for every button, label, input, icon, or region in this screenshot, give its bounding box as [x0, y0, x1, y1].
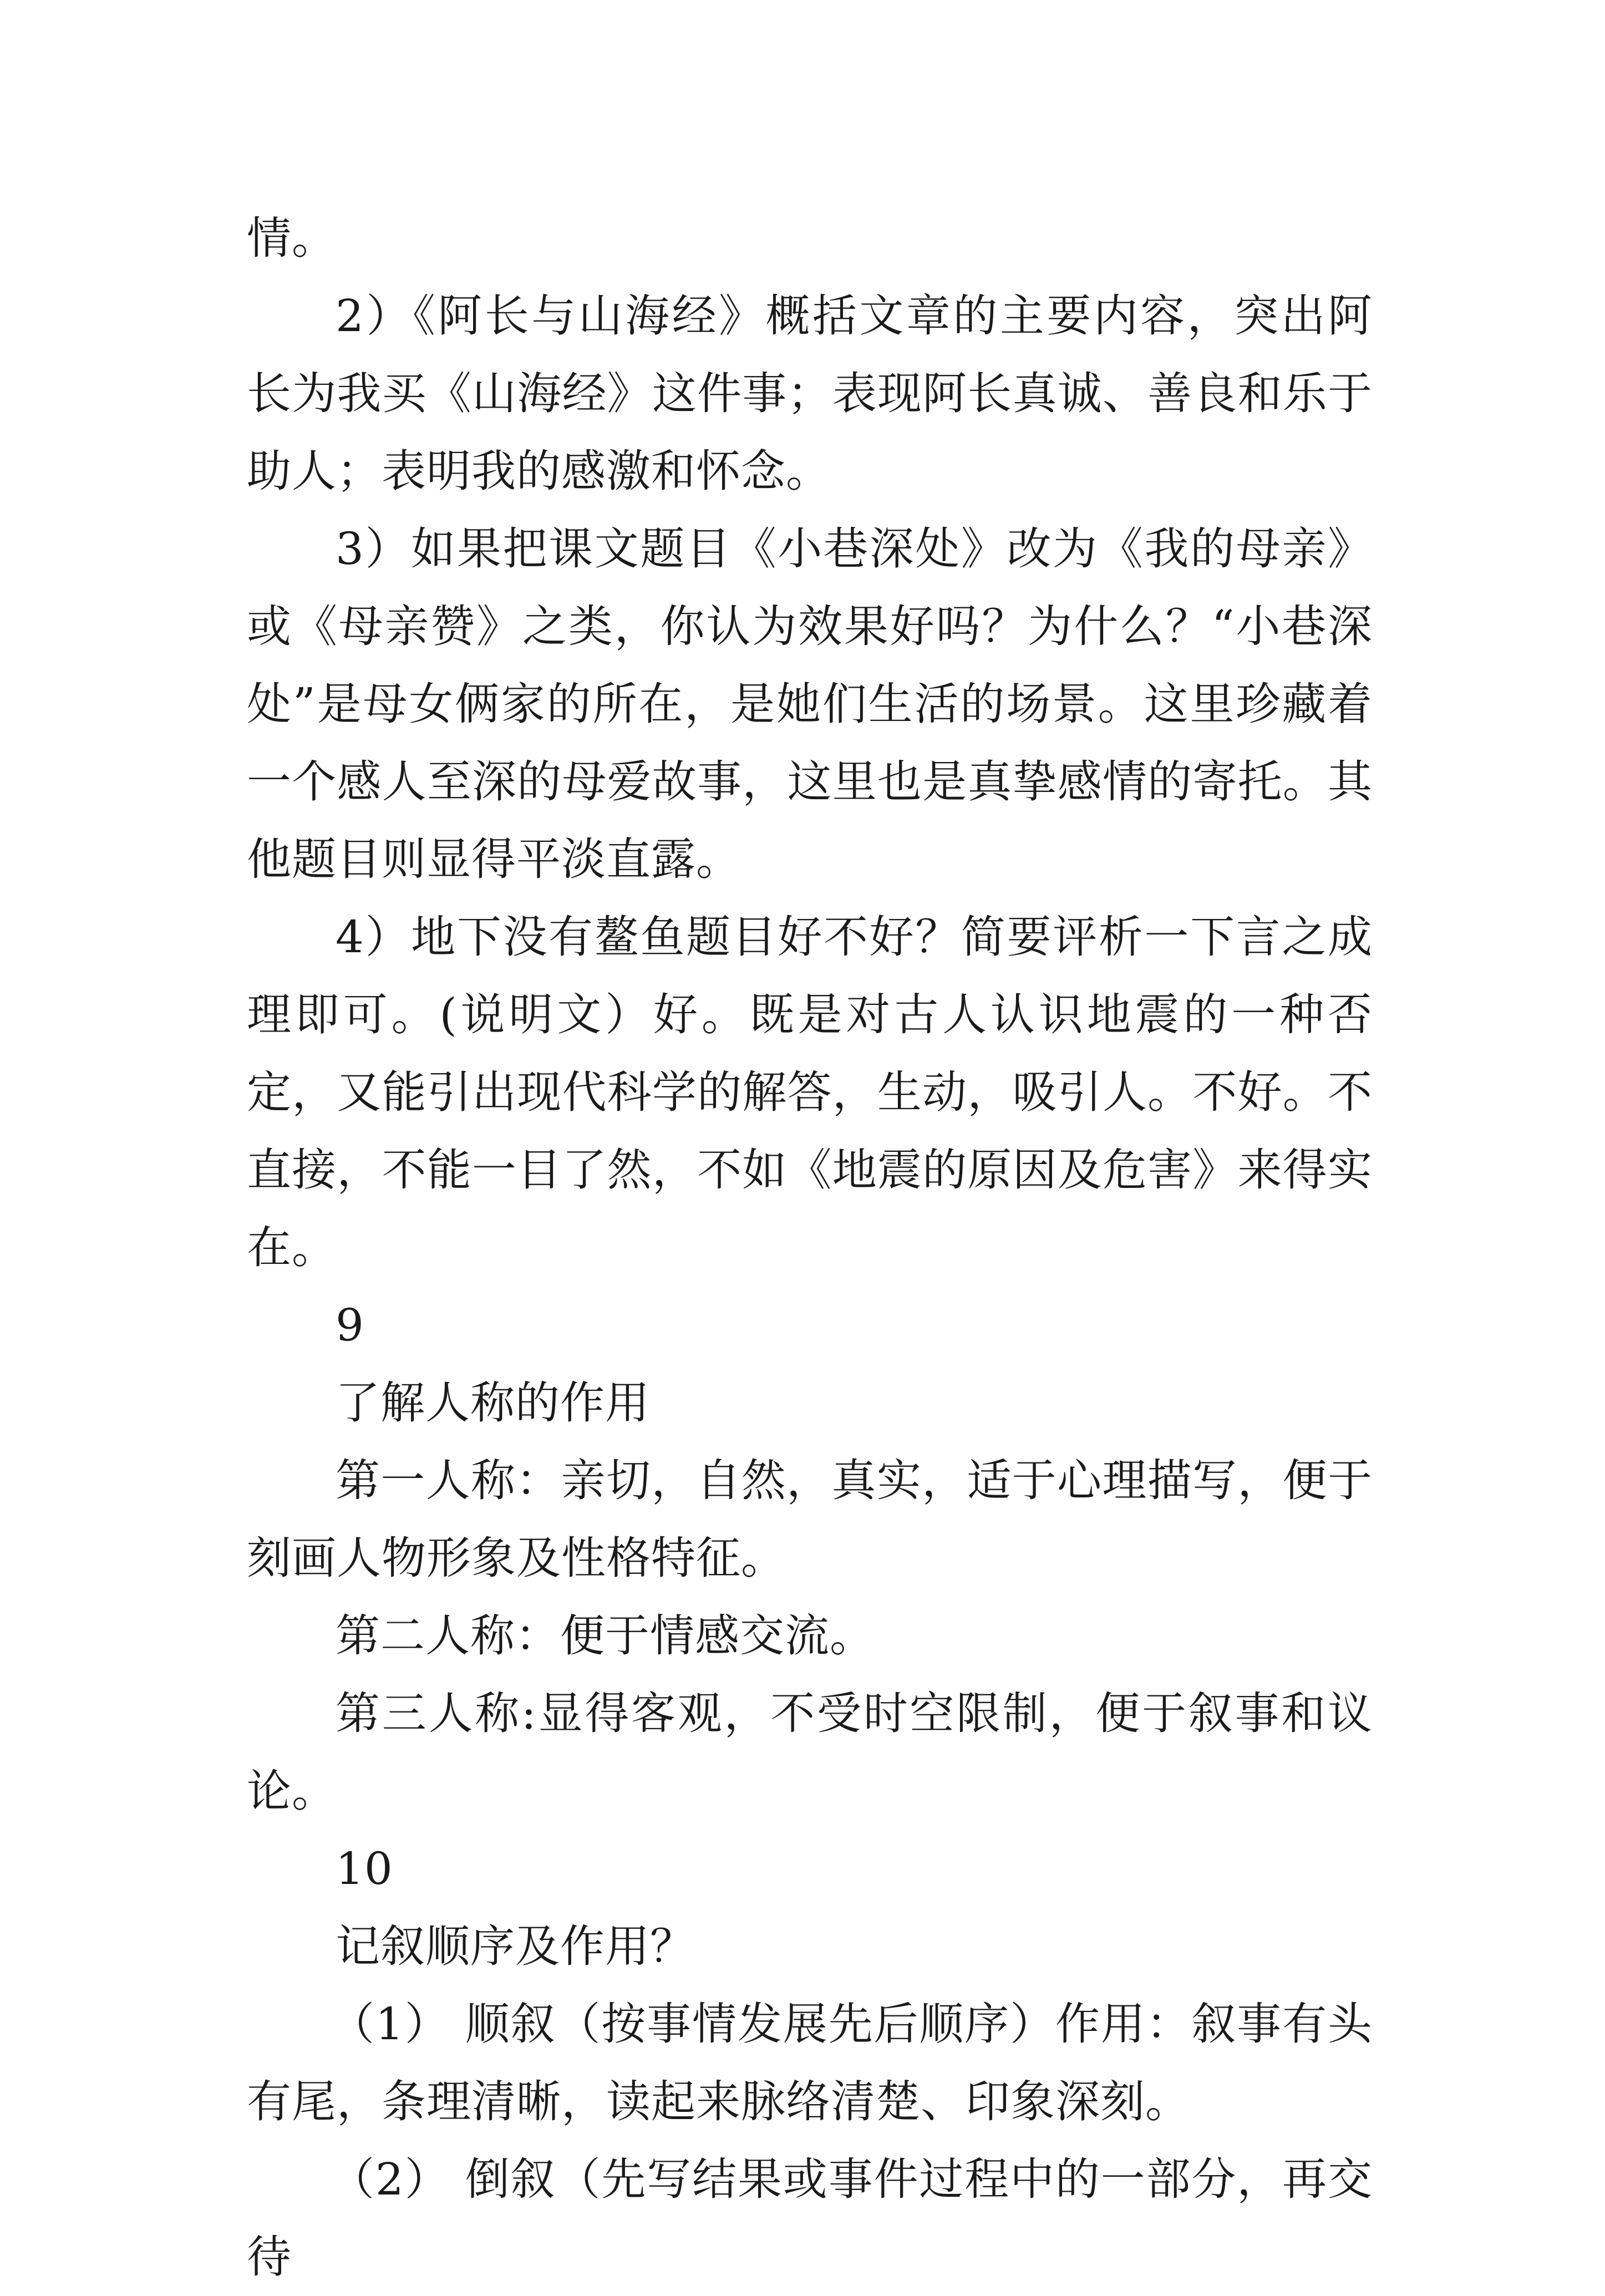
paragraph-chronological: （1） 顺叙（按事情发展先后顺序）作用：叙事有头有尾，条理清晰，读起来脉络清楚、印象深刻。 — [247, 1998, 1373, 2127]
section-heading-person: 了解人称的作用 — [336, 1377, 650, 1429]
paragraph-title-example-4: 4）地下没有鳌鱼题目好不好？简要评析一下言之成理即可。(说明文）好。既是对古人认识地震的一种否定，又能引出现代科学的解答，生动，吸引人。不好。不直接，不能一目了然，不如《地震的原因及危害》来得实在。 — [247, 911, 1373, 1273]
paragraph-third-person: 第三人称:显得客观，不受时空限制，便于叙事和议论。 — [247, 1688, 1373, 1817]
section-heading-narrative-order: 记叙顺序及作用？ — [336, 1921, 695, 1972]
paragraph-first-person: 第一人称：亲切，自然，真实，适于心理描写，便于刻画人物形象及性格特征。 — [247, 1455, 1373, 1584]
paragraph-continuation: 情。 — [247, 212, 337, 264]
document-page — [247, 200, 1373, 2296]
paragraph-second-person: 第二人称：便于情感交流。 — [336, 1610, 875, 1662]
paragraph-title-example-2: 2）《阿长与山海经》概括文章的主要内容，突出阿长为我买《山海经》这件事；表现阿长真诚、善良和乐于助人；表明我的感激和怀念。 — [247, 290, 1373, 497]
paragraph-title-example-3: 3）如果把课文题目《小巷深处》改为《我的母亲》或《母亲赞》之类，你认为效果好吗？为什么？“小巷深处”是母女俩家的所在，是她们生活的场景。这里珍藏着一个感人至深的母爱故事，这里也是真挚感情的寄托。其他题目则显得平淡直露。 — [247, 523, 1373, 885]
section-number-10: 10 — [336, 1843, 393, 1894]
section-number-9: 9 — [336, 1299, 364, 1351]
paragraph-flashback: （2） 倒叙（先写结果或事件过程中的一部分，再交待 — [247, 2153, 1373, 2283]
